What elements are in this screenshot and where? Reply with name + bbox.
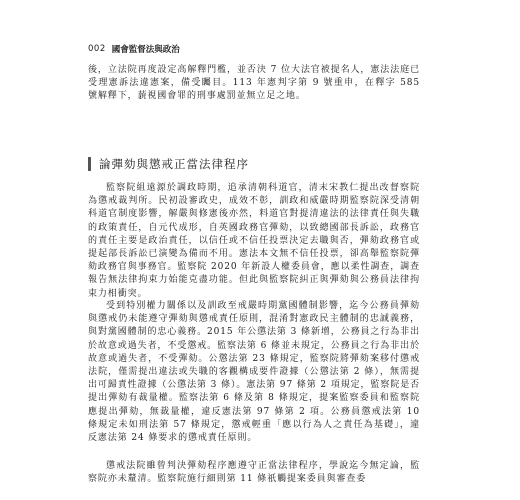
- running-book-title: 國會監督法與政治: [111, 45, 180, 55]
- running-header: [88, 42, 420, 56]
- book-page: [88, 42, 420, 485]
- section-marker-bar: [88, 157, 91, 171]
- section-title: 論彈劾與懲戒正當法律程序: [99, 157, 249, 171]
- section-heading: [88, 154, 420, 174]
- body-paragraph: 受到特別權力關係以及訓政至戒嚴時期黨國體制影響，迄今公務員彈劾與懲戒仍未能遵守彈劾與懲戒責任原則，混淆對憲政民主體制的忠誠義務，與對黨國體制的忠心義務。2015 年公懲法第 3 條新增，公務員之行為非出於故意或過失者，不受懲戒。監察法第 6 條並未規定，公務員之行為非出於故意或過失者，不受彈劾。公懲法第 23 條規定，監察院將彈劾案移付懲戒法院，僅需提出違法或失職的客觀構成要件證據（公懲法第 2 條），無需提出可歸責性證據（公懲法第 3 條）。憲法第 97 條第 2 項規定，監察院是否提出彈劾有裁量權。監察法第 6 條及第 8 條規定，提案監察委員和監察院應提出彈劾，無裁量權，違反憲法第 97 條第 2 項。公務員懲戒法第 10 條規定未如刑法第 57 條規定，懲戒輕重「應以行為人之責任為基礎」，違反憲法第 24 條要求的懲戒責任原則。: [88, 301, 420, 444]
- page-number: 002: [88, 44, 106, 54]
- body-paragraph: 懲戒法院雖曾判決彈劾程序應遵守正當法律程序，學說迄今無定論，監察院亦未釐清。監察院施行細則第 11 條祇觸提案委員與審查委: [88, 461, 420, 485]
- body-paragraph: 監察院組遠源於調政時期，追承清朝科道官，清末宋教仁提出改督察院為懲戒裁判所。民初設審政史，成效不彰，訓政和威嚴時期監察院深受清朝科道官制度影響，解嚴與修憲後亦然，料道官對提清違法的法律責任與失職的政策責任，自元代成形，自英國政務官彈劾，以致總國部長訴訟，政務官的責任主要是政治責任，以信任或不信任投票決定去職與否，彈劾政務官或提起部長訴訟已演變為備而不用。憲法本文無不信任投票，卻高舉監察院彈劾政務官與事務官。監察院 2020 年新設人權委員會，應以柔性調查，調查報告無法律拘束力始能克盡功能。但此與監察院糾正與彈劾與公務員法律拘束力相衝突。: [88, 183, 420, 299]
- intro-paragraph: 後，立法院再度設定高解釋門檻，並否決 7 位大法官被提名人，憲法法庭已受理憲訴法違憲案，備受矚目。113 年憲判字第 9 號重申，在釋字 585 號解釋下，藐視國會罪的刑事處罰並無立足之地。: [88, 65, 420, 102]
